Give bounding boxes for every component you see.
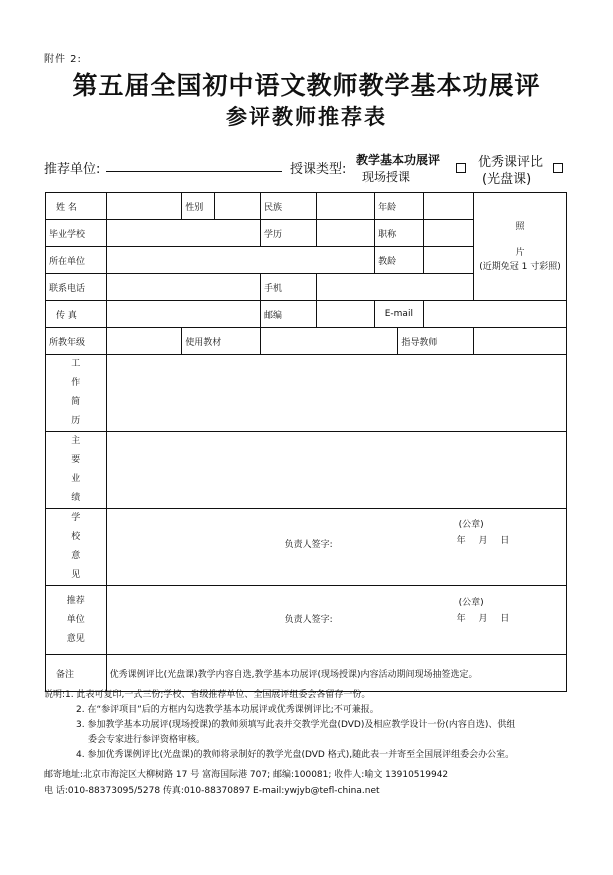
school-seal: (公章) (458, 520, 484, 530)
mobile-label: 手机 (261, 274, 317, 301)
school-field[interactable] (106, 220, 260, 247)
option-basic-skills-line1: 教学基本功展评 (356, 153, 441, 167)
school-opinion-label: 学 校 意 见 (46, 509, 107, 586)
recommend-opinion-label: 推荐 单位 意见 (46, 586, 107, 655)
recommend-signature-label: 负责人签字: (284, 615, 333, 625)
mobile-field[interactable] (316, 274, 473, 301)
excellent-lesson-checkbox[interactable] (553, 163, 563, 173)
recommend-opinion-field[interactable] (106, 586, 566, 655)
teaching-age-field[interactable] (423, 247, 473, 274)
email-field[interactable] (423, 301, 566, 328)
fax-field[interactable] (106, 301, 260, 328)
resume-label: 工 作 简 历 (46, 355, 107, 432)
postcode-label: 邮编 (261, 301, 317, 328)
degree-label: 学历 (261, 220, 317, 247)
grade-label: 所教年级 (46, 328, 107, 355)
name-label: 姓 名 (46, 193, 107, 220)
mentor-field[interactable] (474, 328, 567, 355)
remark-text: 优秀课例评比(光盘课)教学内容自选,教学基本功展评(现场授课)内容活动期间现场抽签选定。 (106, 655, 566, 692)
resume-field[interactable] (106, 355, 566, 432)
basic-skills-checkbox[interactable] (456, 163, 466, 173)
title-field[interactable] (423, 220, 473, 247)
postcode-field[interactable] (316, 301, 375, 328)
school-signature-label: 负责人签字: (284, 540, 333, 550)
page-title: 第五届全国初中语文教师教学基本功展评 (72, 71, 541, 100)
school-date: 年 月 日 (456, 536, 510, 546)
degree-field[interactable] (316, 220, 375, 247)
notes (44, 688, 515, 763)
school-opinion-field[interactable] (106, 509, 566, 586)
fax-label: 传 真 (46, 301, 107, 328)
ethnicity-label: 民族 (261, 193, 317, 220)
gender-label: 性别 (182, 193, 214, 220)
contact-phone: 电 话:010-88373095/5278 传真:010-88370897 E-mail:ywjyb@tefl-china.net (44, 786, 380, 796)
recommend-date: 年 月 日 (456, 614, 510, 624)
recommend-unit-field[interactable] (106, 171, 282, 172)
phone-label: 联系电话 (46, 274, 107, 301)
school-label: 毕业学校 (46, 220, 107, 247)
photo-label-2: 片 (515, 247, 525, 258)
name-field[interactable] (106, 193, 182, 220)
mailing-address: 邮寄地址:北京市海淀区大柳树路 17 号 富海国际港 707; 邮编:100081; 收件人:喻文 13910519942 (44, 770, 449, 780)
textbook-field[interactable] (261, 328, 398, 355)
option-basic-skills-line2: 现场授课 (362, 170, 411, 184)
achievements-label: 主 要 业 绩 (46, 432, 107, 509)
note-3-cont: 委会专家进行参评资格审核。 (88, 735, 206, 745)
photo-label-1: 照 (515, 221, 525, 232)
teaching-age-label: 教龄 (375, 247, 423, 274)
email-label: E-mail (375, 301, 423, 328)
photo-box[interactable] (474, 193, 567, 301)
achievements-field[interactable] (106, 432, 566, 509)
textbook-label: 使用教材 (182, 328, 261, 355)
work-unit-label: 所在单位 (46, 247, 107, 274)
teaching-type-label: 授课类型: (290, 162, 347, 177)
phone-field[interactable] (106, 274, 260, 301)
option-excellent-lesson-line2: (光盘课) (482, 172, 532, 187)
gender-field[interactable] (214, 193, 260, 220)
option-excellent-lesson-line1: 优秀课评比 (478, 155, 544, 170)
ethnicity-field[interactable] (316, 193, 375, 220)
note-3: 3. 参加教学基本功展评(现场授课)的教师须填写此表并交教学光盘(DVD)及相应教学设计一份(内容自选)、供组 (76, 720, 516, 730)
work-unit-field[interactable] (106, 247, 375, 274)
recommendation-form-table (45, 192, 567, 692)
note-4: 4. 参加优秀课例评比(光盘课)的教师将录制好的教学光盘(DVD 格式),随此表一并寄至全国展评组委会办公室。 (76, 750, 515, 760)
attachment-label: 附件 2: (44, 54, 82, 65)
title-label: 职称 (375, 220, 423, 247)
note-1: 说明:1. 此表可复印,一式三份;学校、省级推荐单位、全国展评组委会各留存一份。 (44, 690, 371, 700)
age-label: 年龄 (375, 193, 423, 220)
recommend-unit-label: 推荐单位: (44, 162, 101, 177)
mentor-label: 指导教师 (398, 328, 474, 355)
note-2: 2. 在“参评项目”后的方框内勾选教学基本功展评或优秀课例评比;不可兼报。 (76, 705, 379, 715)
age-field[interactable] (423, 193, 473, 220)
recommend-seal: (公章) (458, 598, 484, 608)
page-subtitle: 参评教师推荐表 (226, 105, 387, 129)
photo-hint: (近期免冠 1 寸彩照) (479, 261, 561, 272)
remark-label: 备注 (46, 655, 107, 692)
grade-field[interactable] (106, 328, 182, 355)
